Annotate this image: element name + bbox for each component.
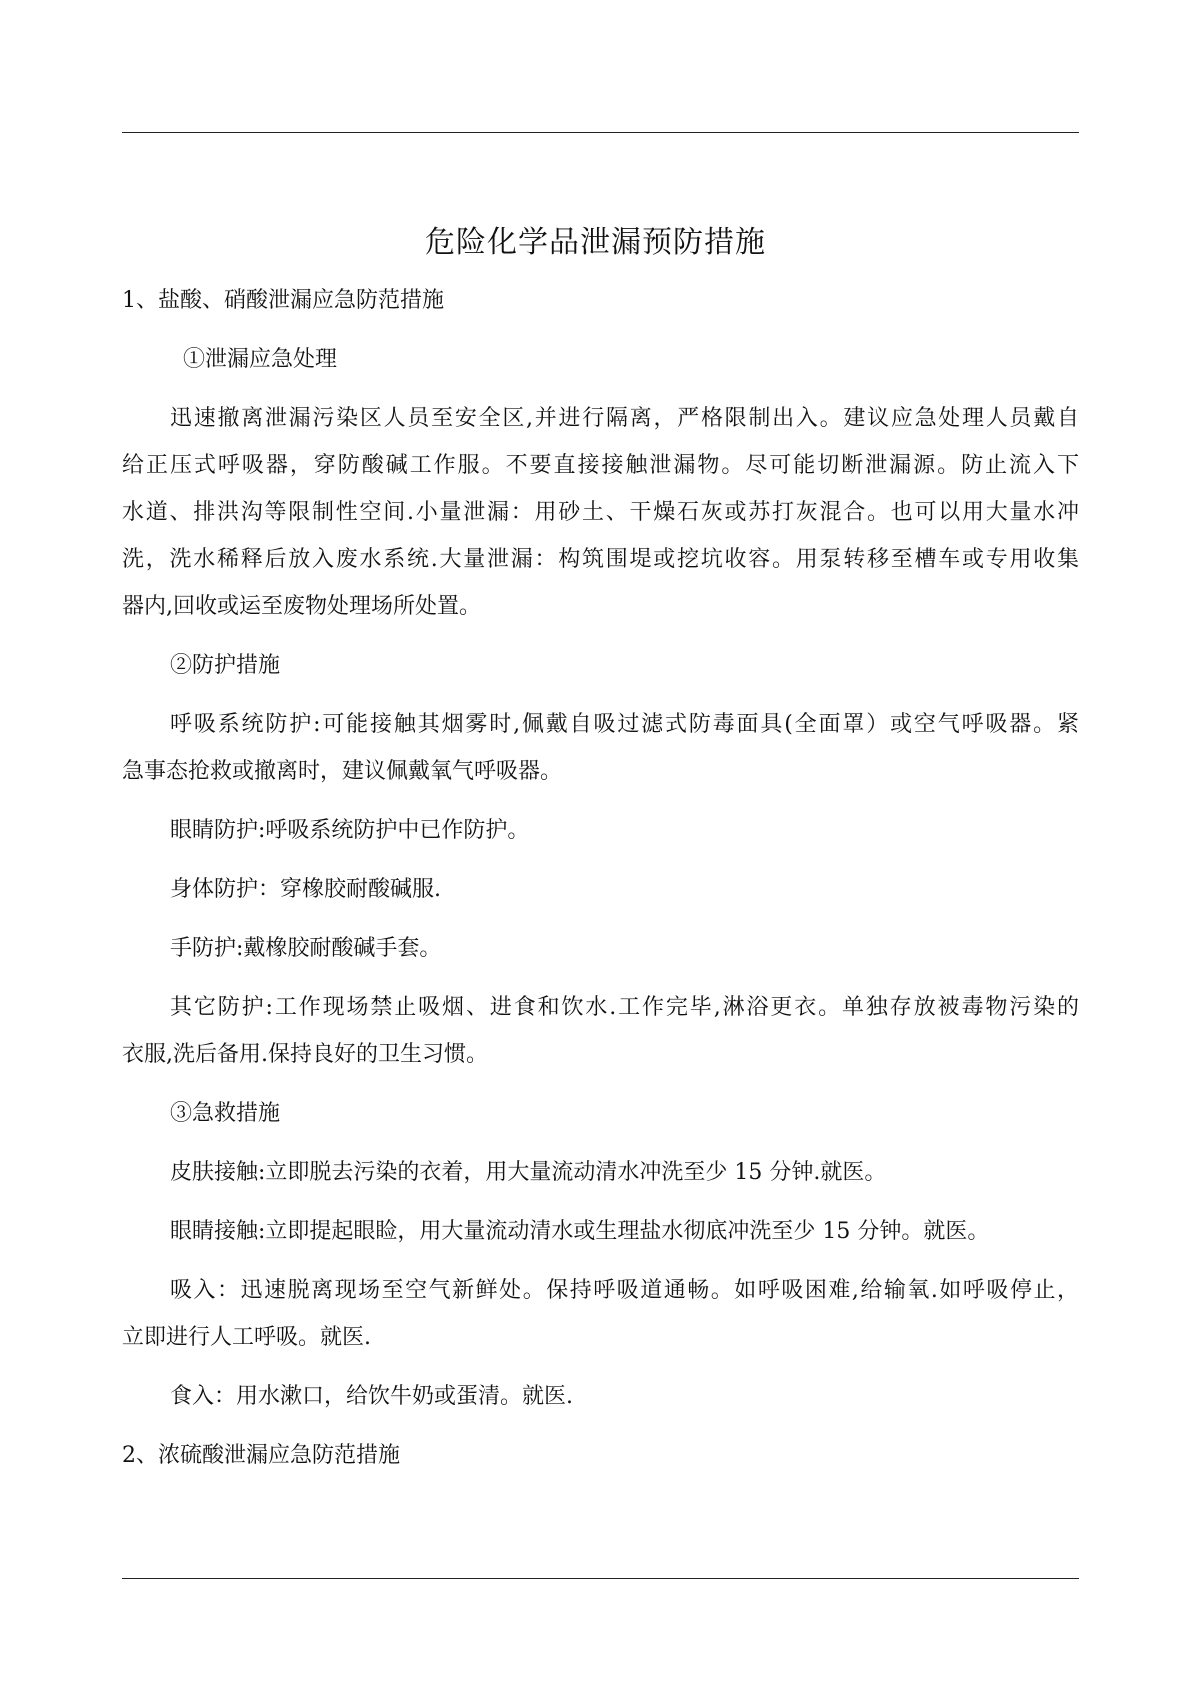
paragraph-line: 衣服,洗后备用.保持良好的卫生习惯。 bbox=[122, 1042, 488, 1067]
paragraph-line: 迅速撤离泄漏污染区人员至安全区,并进行隔离，严格限制出入。建议应急处理人员戴自 bbox=[170, 406, 1079, 431]
subheading-leak-handling: ①泄漏应急处理 bbox=[183, 347, 338, 372]
paragraph-line: 立即进行人工呼吸。就医. bbox=[122, 1325, 371, 1350]
header-rule bbox=[122, 132, 1079, 133]
paragraph-line: 呼吸系统防护:可能接触其烟雾时,佩戴自吸过滤式防毒面具(全面罩）或空气呼吸器。紧 bbox=[170, 712, 1079, 737]
paragraph-line: 眼睛接触:立即提起眼睑，用大量流动清水或生理盐水彻底冲洗至少 15 分钟。就医。 bbox=[170, 1219, 990, 1244]
paragraph-line: 水道、排洪沟等限制性空间.小量泄漏：用砂土、干燥石灰或苏打灰混合。也可以用大量水冲 bbox=[122, 500, 1079, 525]
footer-rule bbox=[122, 1578, 1079, 1579]
section-heading-1: 1、盐酸、硝酸泄漏应急防范措施 bbox=[122, 288, 444, 313]
paragraph-line: 食入：用水漱口，给饮牛奶或蛋清。就医. bbox=[170, 1384, 573, 1409]
subheading-first-aid: ③急救措施 bbox=[170, 1101, 281, 1126]
paragraph-line: 皮肤接触:立即脱去污染的衣着，用大量流动清水冲洗至少 15 分钟.就医。 bbox=[170, 1160, 887, 1185]
paragraph-line: 急事态抢救或撤离时，建议佩戴氧气呼吸器。 bbox=[122, 759, 563, 784]
paragraph-line: 手防护:戴橡胶耐酸碱手套。 bbox=[170, 936, 442, 961]
paragraph-line: 洗，洗水稀释后放入废水系统.大量泄漏：构筑围堤或挖坑收容。用泵转移至槽车或专用收集 bbox=[122, 547, 1079, 572]
subheading-protection: ②防护措施 bbox=[170, 653, 281, 678]
document-title: 危险化学品泄漏预防措施 bbox=[425, 225, 766, 260]
section-heading-2: 2、浓硫酸泄漏应急防范措施 bbox=[122, 1443, 400, 1468]
paragraph-line: 给正压式呼吸器，穿防酸碱工作服。不要直接接触泄漏物。尽可能切断泄漏源。防止流入下 bbox=[122, 453, 1079, 478]
paragraph-line: 吸入：迅速脱离现场至空气新鲜处。保持呼吸道通畅。如呼吸困难,给输氧.如呼吸停止， bbox=[170, 1278, 1079, 1303]
paragraph-line: 身体防护：穿橡胶耐酸碱服. bbox=[170, 877, 441, 902]
paragraph-line: 器内,回收或运至废物处理场所处置。 bbox=[122, 594, 481, 619]
paragraph-line: 眼睛防护:呼吸系统防护中已作防护。 bbox=[170, 818, 530, 843]
paragraph-line: 其它防护:工作现场禁止吸烟、进食和饮水.工作完毕,淋浴更衣。单独存放被毒物污染的 bbox=[170, 995, 1079, 1020]
